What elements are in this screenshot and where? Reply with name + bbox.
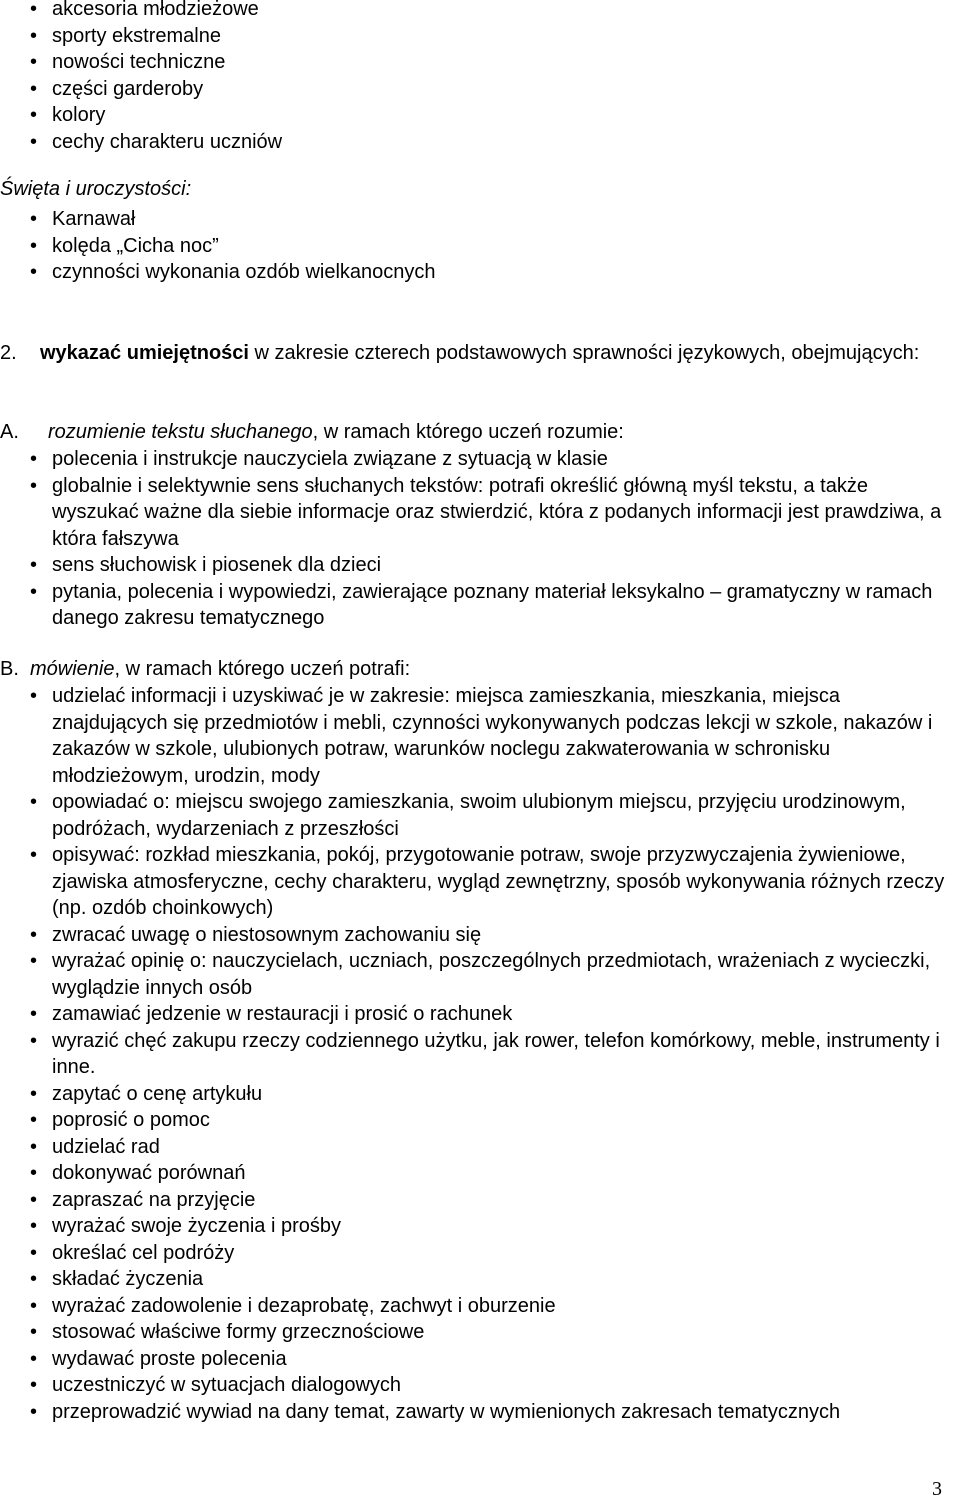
list-item-text: zapytać o cenę artykułu — [52, 1082, 263, 1105]
list-item-text: zapraszać na przyjęcie — [52, 1188, 256, 1211]
list-item — [30, 1107, 955, 1134]
bullet-icon: • — [30, 791, 38, 813]
bullet-icon: • — [30, 77, 38, 100]
bullet-icon: • — [30, 1188, 38, 1211]
bullet-icon: • — [30, 1321, 38, 1343]
list-item-text: części garderoby — [52, 77, 204, 100]
section-2-rest: w zakresie czterech podstawowych sprawności językowych, obejmujących: — [248, 342, 920, 364]
list-item — [30, 473, 950, 553]
section-a-list — [30, 446, 950, 632]
section-b-letter: B. — [0, 658, 19, 680]
list-item-text: wyrażać swoje życzenia i prośby — [52, 1215, 341, 1237]
section-a-rest: , w ramach którego uczeń rozumie: — [312, 421, 624, 443]
list-item — [30, 842, 955, 922]
list-item-text: wyrazić chęć zakupu rzeczy codziennego użytku, jak rower, telefon komórkowy, meble, instrumenty i inne. — [52, 1029, 940, 1078]
list-item-text: globalnie i selektywnie sens słuchanych tekstów: potrafi określić główną myśl tekstu, a także wyszukać ważne dla siebie informacje oraz stwierdzić, która z podanych informacji jest prawdziwa, a która fałszywa — [52, 474, 942, 550]
list-item — [30, 0, 930, 23]
list-item — [30, 76, 930, 103]
list-item-text: określać cel podróży — [52, 1241, 235, 1264]
list-item-text: składać życzenia — [52, 1268, 204, 1290]
list-item-text: opowiadać o: miejscu swojego zamieszkania, swoim ulubionym miejscu, przyjęciu urodzinowym, podróżach, wydarzeniach z przeszłości — [52, 791, 906, 840]
list-item — [30, 49, 930, 76]
page-number: 3 — [932, 1478, 942, 1500]
bullet-icon: • — [30, 554, 38, 576]
list-item-text: dokonywać porównań — [52, 1162, 246, 1184]
swieta-heading-text: Święta i uroczystości — [0, 178, 186, 200]
bullet-icon: • — [30, 1162, 38, 1184]
list-item — [30, 1293, 955, 1320]
bullet-icon: • — [30, 208, 38, 230]
list-item-text: wyrażać zadowolenie i dezaprobatę, zachwyt i oburzenie — [52, 1294, 556, 1317]
swieta-heading-colon: : — [185, 178, 192, 200]
section-2-bold: wykazać umiejętności — [40, 342, 249, 364]
list-item-text: uczestniczyć w sytuacjach dialogowych — [52, 1374, 402, 1396]
list-item — [30, 1081, 955, 1108]
list-item-text: polecenia i instrukcje nauczyciela związane z sytuacją w klasie — [52, 448, 608, 470]
list-item-text: sporty ekstremalne — [52, 24, 221, 47]
list-item — [30, 1160, 955, 1187]
bullet-icon: • — [30, 24, 38, 47]
section-b-rest: , w ramach którego uczeń potrafi: — [114, 658, 411, 680]
list-item — [30, 259, 930, 286]
section-b-heading — [0, 656, 930, 682]
list-item — [30, 1028, 955, 1081]
list-item — [30, 1319, 955, 1346]
bullet-icon: • — [30, 51, 38, 73]
bullet-icon: • — [30, 104, 38, 126]
section-a-title: rozumienie tekstu słuchanego — [48, 421, 313, 443]
list-item-text: stosować właściwe formy grzecznościowe — [52, 1321, 425, 1343]
bullet-icon: • — [30, 448, 38, 470]
bullet-icon: • — [30, 685, 38, 707]
section-2-text — [0, 340, 920, 367]
swieta-list — [30, 206, 930, 286]
section-2-number: 2. — [0, 342, 17, 364]
list-item — [30, 1187, 955, 1214]
list-item-text: wyrażać opinię o: nauczycielach, uczniach, poszczególnych przedmiotach, wrażeniach z wycieczki, wyglądzie innych osób — [52, 950, 931, 999]
section-2 — [0, 340, 920, 367]
bullet-icon: • — [30, 1268, 38, 1290]
bullet-icon: • — [30, 1029, 38, 1052]
list-item — [30, 1346, 955, 1373]
list-item — [30, 683, 955, 789]
list-item-text: udzielać informacji i uzyskiwać je w zakresie: miejsca zamieszkania, mieszkania, miejsca znajdujących się przedmiotów i mebli, czynności wykonywanych podczas lekcji w szkole, nakazów i zakazów w szkole, ulubionych potraw, warunków noclegu zakwaterowania w schronisku młodzieżowym, urodzin, mody — [52, 685, 933, 787]
section-a-heading — [0, 419, 930, 445]
list-item-text: przeprowadzić wywiad na dany temat, zawarty w wymienionych zakresach tematycznych — [52, 1400, 841, 1423]
bullet-icon: • — [30, 1400, 38, 1423]
section-b-title: mówienie — [30, 658, 115, 680]
list-item-text: sens słuchowisk i piosenek dla dzieci — [52, 554, 382, 576]
list-item — [30, 552, 950, 579]
list-item — [30, 233, 930, 260]
bullet-icon: • — [30, 923, 38, 946]
list-item — [30, 1399, 955, 1426]
list-item-text: kolory — [52, 104, 106, 126]
list-item — [30, 579, 950, 632]
list-item — [30, 922, 955, 949]
list-item — [30, 1372, 955, 1399]
bullet-icon: • — [30, 1109, 38, 1131]
bullet-icon: • — [30, 1241, 38, 1264]
list-item — [30, 789, 955, 842]
bullet-icon: • — [30, 261, 38, 283]
bullet-icon: • — [30, 1135, 38, 1158]
section-b-list — [30, 683, 955, 1425]
top-bullet-list — [30, 0, 930, 155]
list-item-text: zwracać uwagę o niestosownym zachowaniu się — [52, 923, 482, 946]
list-item-text: nowości techniczne — [52, 51, 226, 73]
list-item-text: kolęda „Cicha noc” — [52, 234, 219, 257]
bullet-icon: • — [30, 130, 38, 153]
bullet-icon: • — [30, 1215, 38, 1237]
bullet-icon: • — [30, 950, 38, 972]
bullet-icon: • — [30, 844, 38, 866]
list-item-text: czynności wykonania ozdób wielkanocnych — [52, 261, 436, 283]
list-item — [30, 1266, 955, 1293]
bullet-icon: • — [30, 580, 38, 603]
list-item — [30, 948, 955, 1001]
bullet-icon: • — [30, 0, 38, 20]
bullet-icon: • — [30, 1003, 38, 1025]
list-item-text: opisywać: rozkład mieszkania, pokój, przygotowanie potraw, swoje przyzwyczajenia żywieniowe, zjawiska atmosferyczne, cechy charakteru, wygląd zewnętrzny, sposób wykonywania różnych rzeczy (np. ozdób choinkowych) — [52, 844, 945, 919]
list-item — [30, 1240, 955, 1267]
bullet-icon: • — [30, 1294, 38, 1317]
list-item-text: udzielać rad — [52, 1135, 160, 1158]
list-item-text: akcesoria młodzieżowe — [52, 0, 259, 20]
list-item-text: poprosić o pomoc — [52, 1109, 210, 1131]
swieta-heading — [0, 176, 191, 202]
section-a-letter: A. — [0, 421, 19, 443]
list-item-text: cechy charakteru uczniów — [52, 130, 283, 153]
bullet-icon: • — [30, 1347, 38, 1370]
list-item-text: Karnawał — [52, 208, 136, 230]
list-item — [30, 129, 930, 156]
bullet-icon: • — [30, 234, 38, 257]
list-item — [30, 446, 950, 473]
list-item — [30, 206, 930, 233]
list-item-text: wydawać proste polecenia — [52, 1347, 287, 1370]
bullet-icon: • — [30, 1374, 38, 1396]
list-item-text: zamawiać jedzenie w restauracji i prosić o rachunek — [52, 1003, 513, 1025]
list-item — [30, 23, 930, 50]
bullet-icon: • — [30, 474, 38, 497]
list-item — [30, 1134, 955, 1161]
list-item-text: pytania, polecenia i wypowiedzi, zawierające poznany materiał leksykalno – gramatyczny w ramach danego zakresu tematycznego — [52, 580, 933, 629]
bullet-icon: • — [30, 1082, 38, 1105]
list-item — [30, 102, 930, 129]
list-item — [30, 1213, 955, 1240]
list-item — [30, 1001, 955, 1028]
